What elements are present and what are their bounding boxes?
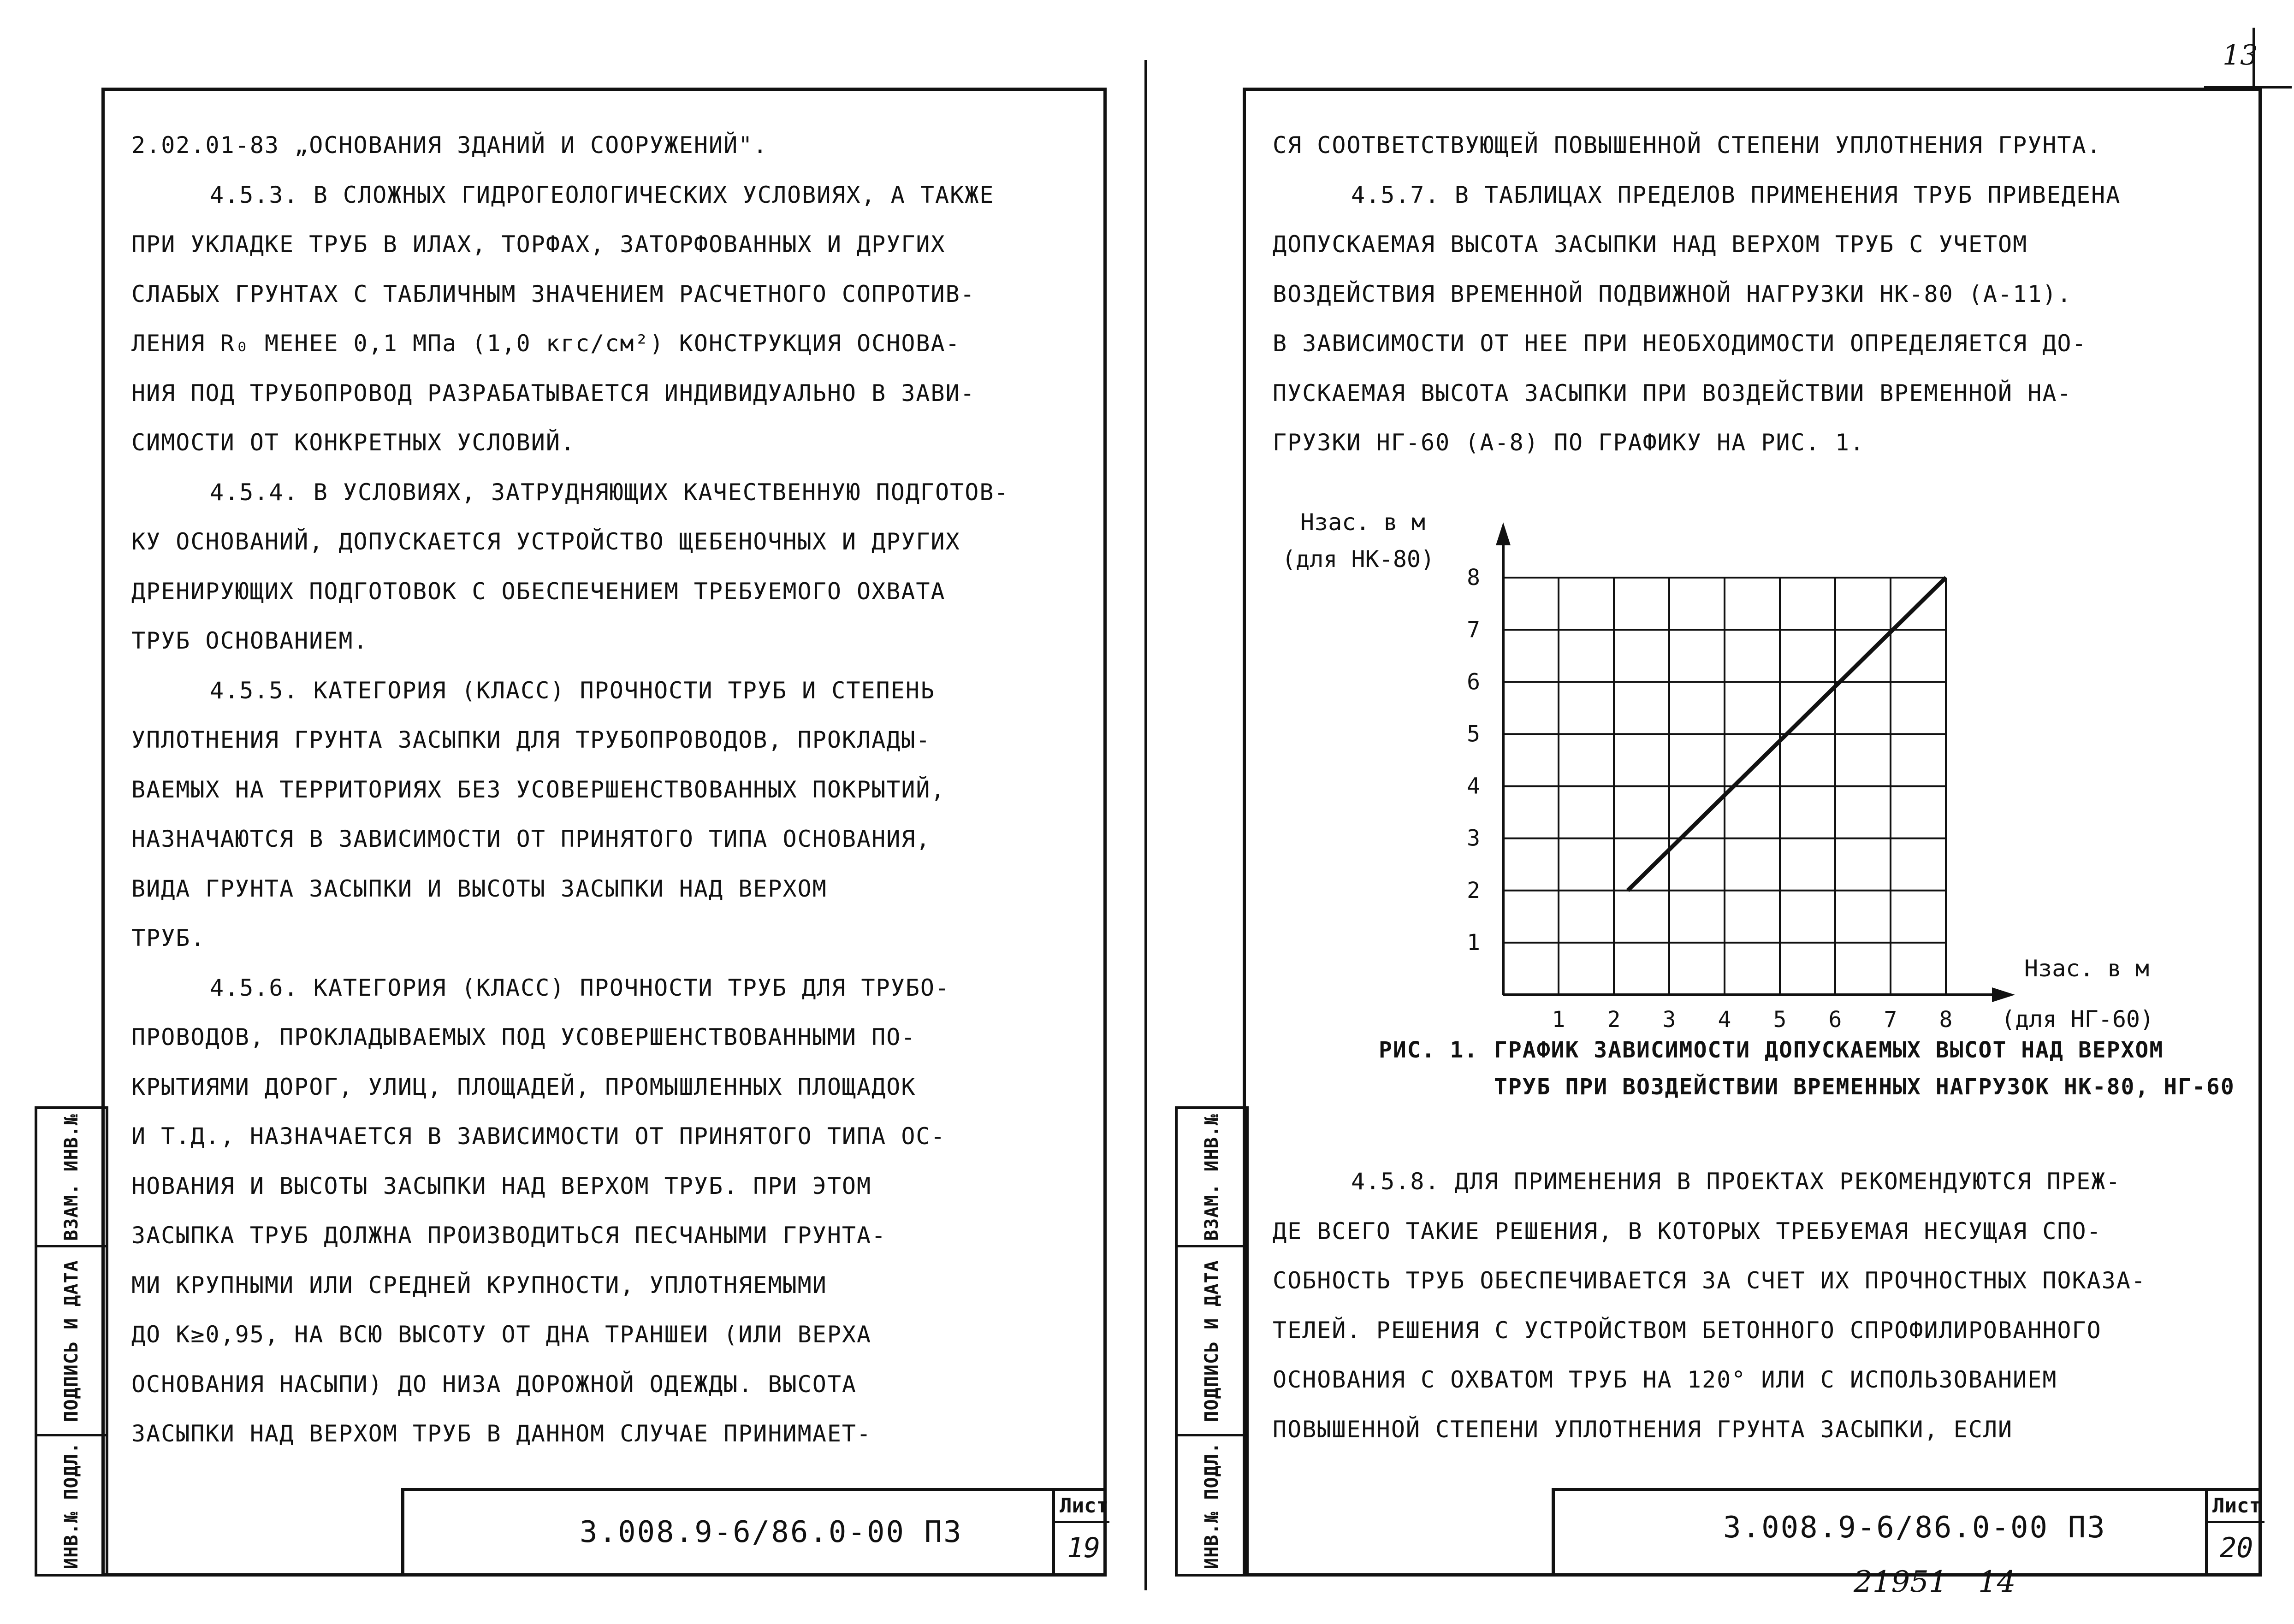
chart-y-tick-label: 7 — [1467, 617, 1480, 643]
text-line: КУ ОСНОВАНИЙ, ДОПУСКАЕТСЯ УСТРОЙСТВО ЩЕБЕНОЧНЫХ И ДРУГИХ — [131, 528, 960, 555]
side-label-orig-inv: ИНВ.№ ПОДЛ. — [61, 1442, 82, 1569]
text-line: ПРИ УКЛАДКЕ ТРУБ В ИЛАХ, ТОРФАХ, ЗАТОРФОВАННЫХ И ДРУГИХ — [131, 231, 946, 258]
text-line: НИЯ ПОД ТРУБОПРОВОД РАЗРАБАТЫВАЕТСЯ ИНДИВИДУАЛЬНО В ЗАВИ- — [131, 379, 975, 407]
chart-y-axis-arrow — [1496, 522, 1511, 545]
text-line: ТРУБ ОСНОВАНИЕМ. — [131, 627, 368, 654]
chart-x-tick-label: 3 — [1662, 1007, 1676, 1033]
text-line: КРЫТИЯМИ ДОРОГ, УЛИЦ, ПЛОЩАДЕЙ, ПРОМЫШЛЕННЫХ ПЛОЩАДОК — [131, 1073, 916, 1100]
text-line: И Т.Д., НАЗНАЧАЕТСЯ В ЗАВИСИМОСТИ ОТ ПРИНЯТОГО ТИПА ОС- — [131, 1123, 946, 1150]
side-cell-replace-inv — [1178, 1109, 1246, 1247]
text-line: ОСНОВАНИЯ НАСЫПИ) ДО НИЗА ДОРОЖНОЙ ОДЕЖДЫ. ВЫСОТА — [131, 1370, 857, 1398]
text-line: ЗАСЫПКА ТРУБ ДОЛЖНА ПРОИЗВОДИТЬСЯ ПЕСЧАНЫМИ ГРУНТА- — [131, 1222, 887, 1249]
sheet-label: Лист — [2212, 1494, 2261, 1518]
chart-y-axis-note: (для НК-80) — [1282, 546, 1435, 573]
side-cell-replace-inv — [37, 1109, 106, 1247]
chart-y-tick-label: 4 — [1467, 773, 1480, 799]
chart-x-tick-label: 1 — [1552, 1007, 1565, 1033]
sheet-number: 19 — [1067, 1532, 1101, 1564]
chart-x-tick-label: 6 — [1828, 1007, 1842, 1033]
text-line: ПУСКАЕМАЯ ВЫСОТА ЗАСЫПКИ ПРИ ВОЗДЕЙСТВИИ ВРЕМЕННОЙ НА- — [1273, 379, 2072, 407]
chart-y-tick-label: 8 — [1467, 565, 1480, 591]
side-label-replace-inv: ВЗАМ. ИНВ.№ — [61, 1113, 82, 1241]
text-line: УПЛОТНЕНИЯ ГРУНТА ЗАСЫПКИ ДЛЯ ТРУБОПРОВОДОВ, ПРОКЛАДЫ- — [131, 726, 931, 753]
text-line: 4.5.7. В ТАБЛИЦАХ ПРЕДЕЛОВ ПРИМЕНЕНИЯ ТРУБ ПРИВЕДЕНА — [1351, 181, 2121, 208]
document-code: 3.008.9-6/86.0-00 ПЗ — [580, 1515, 963, 1549]
text-line: ТРУБ. — [131, 925, 206, 951]
sheet-label: Лист — [1060, 1494, 1108, 1518]
text-line: ПРОВОДОВ, ПРОКЛАДЫВАЕМЫХ ПОД УСОВЕРШЕНСТВОВАННЫМИ ПО- — [131, 1024, 916, 1051]
chart-y-tick-label: 5 — [1467, 721, 1480, 747]
chart-x-axis-note: (для НГ-60) — [2001, 1006, 2154, 1033]
text-line: ДОПУСКАЕМАЯ ВЫСОТА ЗАСЫПКИ НАД ВЕРХОМ ТРУБ С УЧЕТОМ — [1273, 231, 2028, 258]
left-title-block — [401, 1488, 1107, 1577]
left-side-table — [35, 1106, 108, 1577]
side-cell-orig-inv — [1178, 1436, 1246, 1575]
right-side-table — [1175, 1106, 1249, 1577]
side-label-replace-inv: ВЗАМ. ИНВ.№ — [1201, 1113, 1222, 1241]
text-line: ВИДА ГРУНТА ЗАСЫПКИ И ВЫСОТЫ ЗАСЫПКИ НАД ВЕРХОМ — [131, 875, 827, 902]
chart-x-tick-label: 7 — [1884, 1007, 1897, 1033]
text-line: ТЕЛЕЙ. РЕШЕНИЯ С УСТРОЙСТВОМ БЕТОННОГО СПРОФИЛИРОВАННОГО — [1273, 1317, 2102, 1344]
text-line: 4.5.6. КАТЕГОРИЯ (КЛАСС) ПРОЧНОСТИ ТРУБ ДЛЯ ТРУБО- — [210, 974, 950, 1001]
text-line: ВАЕМЫХ НА ТЕРРИТОРИЯХ БЕЗ УСОВЕРШЕНСТВОВАННЫХ ПОКРЫТИЙ, — [131, 776, 946, 803]
chart-x-axis-arrow — [1992, 987, 2015, 1002]
text-line: СЯ СООТВЕТСТВУЮЩЕЙ ПОВЫШЕННОЙ СТЕПЕНИ УПЛОТНЕНИЯ ГРУНТА. — [1273, 132, 2102, 159]
side-cell-signature-date — [37, 1247, 106, 1436]
right-title-block — [1552, 1488, 2262, 1577]
text-line: ВОЗДЕЙСТВИЯ ВРЕМЕННОЙ ПОДВИЖНОЙ НАГРУЗКИ НК-80 (А-11). — [1273, 280, 2072, 307]
chart-axis-labels — [1282, 509, 2154, 1033]
text-line: 4.5.8. ДЛЯ ПРИМЕНЕНИЯ В ПРОЕКТАХ РЕКОМЕНДУЮТСЯ ПРЕЖ- — [1351, 1168, 2121, 1195]
text-line: 4.5.5. КАТЕГОРИЯ (КЛАСС) ПРОЧНОСТИ ТРУБ И СТЕПЕНЬ — [210, 677, 936, 704]
sheet-box — [1052, 1491, 1107, 1573]
figure-caption-line2: ТРУБ ПРИ ВОЗДЕЙСТВИИ ВРЕМЕННЫХ НАГРУЗОК НК-80, НГ-60 — [1494, 1074, 2235, 1100]
sheet-number-handwritten: 14 — [1978, 1565, 2016, 1599]
text-line: ЛЕНИЯ R₀ МЕНЕЕ 0,1 МПа (1,0 кгс/см²) КОНСТРУКЦИЯ ОСНОВА- — [131, 330, 960, 357]
chart-x-tick-label: 8 — [1939, 1007, 1953, 1033]
sheet-box — [2205, 1491, 2262, 1573]
figure-caption-number: РИС. 1. — [1379, 1037, 1479, 1063]
chart-y-tick-label: 6 — [1467, 669, 1480, 695]
chart-tick-labels — [1467, 565, 1952, 1033]
chart-figure-1 — [1273, 498, 2241, 1051]
text-line: ДО К≥0,95, НА ВСЮ ВЫСОТУ ОТ ДНА ТРАНШЕИ (ИЛИ ВЕРХА — [131, 1321, 872, 1348]
side-cell-signature-date — [1178, 1247, 1246, 1436]
chart-y-tick-label: 1 — [1467, 929, 1480, 956]
right-page-body-bottom — [1273, 1157, 2246, 1454]
text-line: 2.02.01-83 „ОСНОВАНИЯ ЗДАНИЙ И СООРУЖЕНИЙ". — [131, 132, 768, 159]
text-line: СОБНОСТЬ ТРУБ ОБЕСПЕЧИВАЕТСЯ ЗА СЧЕТ ИХ ПРОЧНОСТНЫХ ПОКАЗА- — [1273, 1267, 2146, 1294]
chart-x-tick-label: 2 — [1607, 1007, 1621, 1033]
text-line: ДРЕНИРУЮЩИХ ПОДГОТОВОК С ОБЕСПЕЧЕНИЕМ ТРЕБУЕМОГО ОХВАТА — [131, 578, 946, 605]
chart-y-tick-label: 3 — [1467, 825, 1480, 851]
text-line: 4.5.3. В СЛОЖНЫХ ГИДРОГЕОЛОГИЧЕСКИХ УСЛОВИЯХ, А ТАКЖЕ — [210, 181, 995, 208]
sheet-box-divider — [2208, 1521, 2264, 1523]
text-line: ГРУЗКИ НГ-60 (А-8) ПО ГРАФИКУ НА РИС. 1. — [1273, 429, 1865, 456]
text-line: ЗАСЫПКИ НАД ВЕРХОМ ТРУБ В ДАННОМ СЛУЧАЕ ПРИНИМАЕТ- — [131, 1420, 872, 1447]
text-line: ПОВЫШЕННОЙ СТЕПЕНИ УПЛОТНЕНИЯ ГРУНТА ЗАСЫПКИ, ЕСЛИ — [1273, 1416, 2013, 1443]
text-line: НАЗНАЧАЮТСЯ В ЗАВИСИМОСТИ ОТ ПРИНЯТОГО ТИПА ОСНОВАНИЯ, — [131, 826, 931, 852]
chart-x-axis-label: Hзас. в м — [2024, 955, 2149, 982]
text-line: СЛАБЫХ ГРУНТАХ С ТАБЛИЧНЫМ ЗНАЧЕНИЕМ РАСЧЕТНОГО СОПРОТИВ- — [131, 280, 975, 307]
sheet-box-divider — [1055, 1521, 1109, 1523]
chart-x-tick-label: 4 — [1718, 1007, 1731, 1033]
center-binding-line — [1144, 60, 1147, 1590]
side-label-signature-date: ПОДПИСЬ И ДАТА — [61, 1259, 82, 1422]
text-line: ОСНОВАНИЯ С ОХВАТОМ ТРУБ НА 120° ИЛИ С ИСПОЛЬЗОВАНИЕМ — [1273, 1366, 2057, 1393]
left-page-body — [131, 121, 1095, 1459]
chart-y-axis-label: Hзас. в м — [1300, 509, 1425, 536]
side-cell-orig-inv — [37, 1436, 106, 1575]
chart-x-tick-label: 5 — [1773, 1007, 1787, 1033]
side-label-orig-inv: ИНВ.№ ПОДЛ. — [1201, 1442, 1222, 1569]
text-line: ДЕ ВСЕГО ТАКИЕ РЕШЕНИЯ, В КОТОРЫХ ТРЕБУЕМАЯ НЕСУЩАЯ СПО- — [1273, 1217, 2102, 1245]
text-line: СИМОСТИ ОТ КОНКРЕТНЫХ УСЛОВИЙ. — [131, 429, 576, 456]
text-line: НОВАНИЯ И ВЫСОТЫ ЗАСЫПКИ НАД ВЕРХОМ ТРУБ. ПРИ ЭТОМ — [131, 1172, 872, 1199]
document-code: 3.008.9-6/86.0-00 ПЗ — [1723, 1511, 2106, 1545]
text-line: 4.5.4. В УСЛОВИЯХ, ЗАТРУДНЯЮЩИХ КАЧЕСТВЕННУЮ ПОДГОТОВ- — [210, 478, 1009, 506]
text-line: МИ КРУПНЫМИ ИЛИ СРЕДНЕЙ КРУПНОСТИ, УПЛОТНЯЕМЫМИ — [131, 1271, 827, 1299]
side-label-signature-date: ПОДПИСЬ И ДАТА — [1201, 1259, 1222, 1422]
sheet-number: 20 — [2220, 1532, 2253, 1564]
page-corner-number: 13 — [2223, 39, 2258, 71]
inventory-number-handwritten: 21951 — [1854, 1565, 1948, 1599]
text-line: В ЗАВИСИМОСТИ ОТ НЕЕ ПРИ НЕОБХОДИМОСТИ ОПРЕДЕЛЯЕТСЯ ДО- — [1273, 330, 2087, 357]
chart-y-tick-label: 2 — [1467, 877, 1480, 904]
figure-caption-line1: ГРАФИК ЗАВИСИМОСТИ ДОПУСКАЕМЫХ ВЫСОТ НАД ВЕРХОМ — [1494, 1037, 2164, 1063]
right-page-body-top — [1273, 121, 2246, 468]
